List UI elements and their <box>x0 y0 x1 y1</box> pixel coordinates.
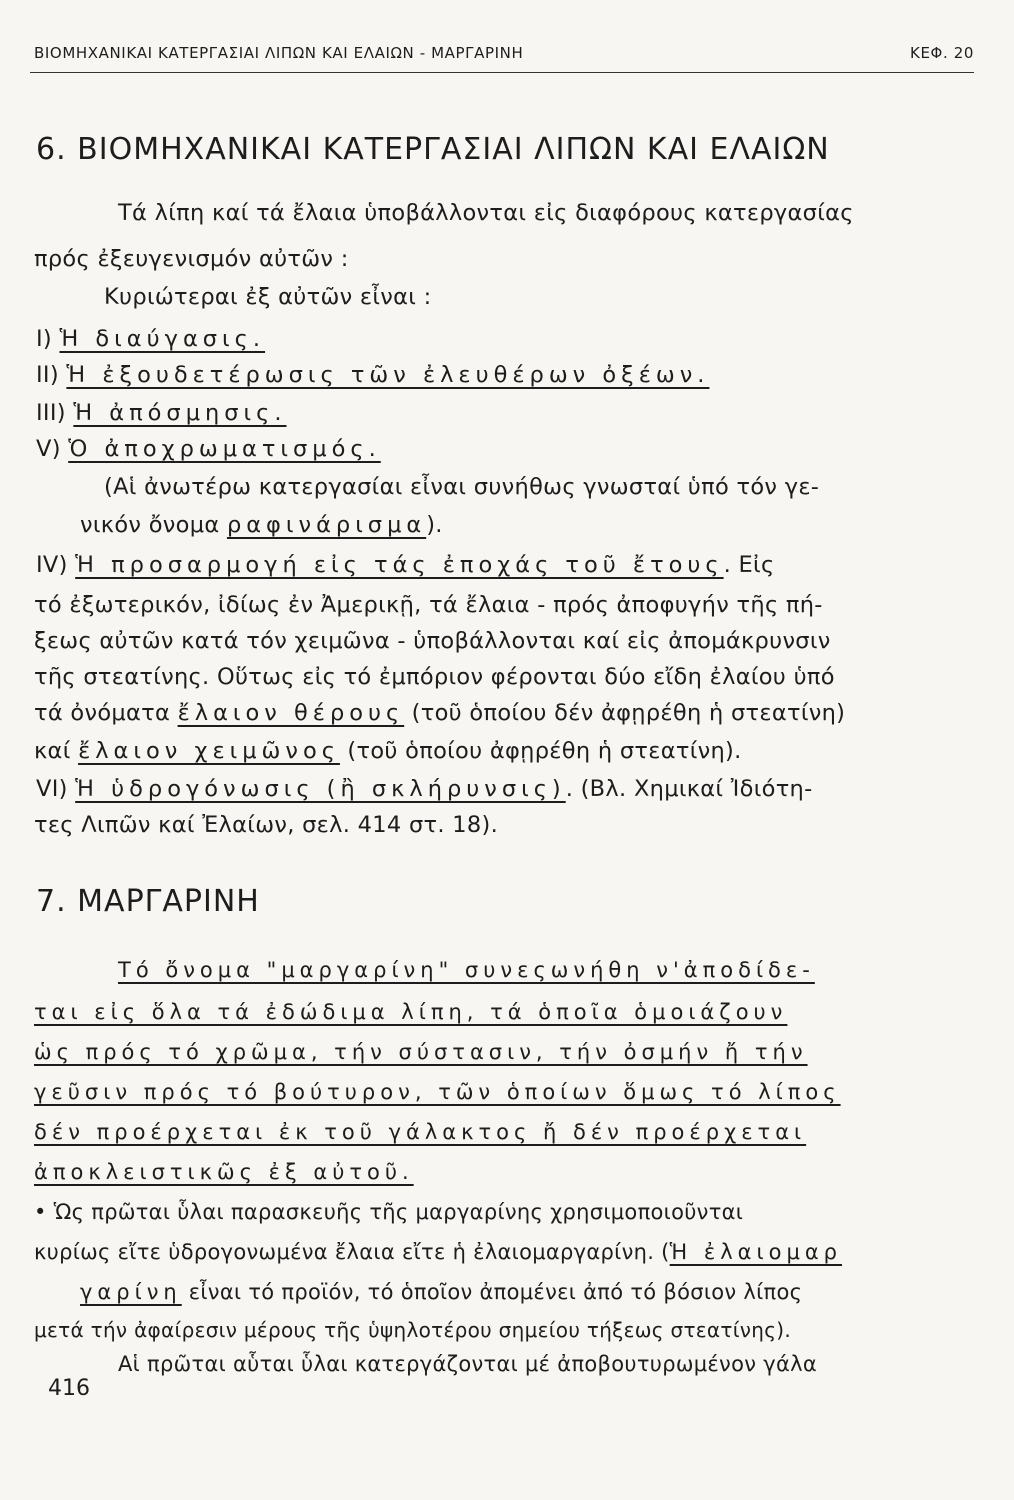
intro-line-2: πρός ἐξευγενισμόν αὐτῶν : <box>34 246 349 272</box>
list-item-4 <box>36 436 381 462</box>
text: καί <box>34 738 71 764</box>
list-number: II) <box>36 362 59 388</box>
list-text-tail: . Εἰς <box>723 552 775 578</box>
list-item-1 <box>36 326 265 352</box>
raw-material-line-3 <box>80 1280 802 1304</box>
list-text: Ὁ ἀποχρωματισμός. <box>68 436 381 462</box>
note-line-2 <box>80 512 443 538</box>
definition-line-5: δέν προέρχεται ἐκ τοῦ γάλακτος ἤ δέν προέρχεται <box>34 1120 807 1144</box>
list-number: I) <box>36 326 53 352</box>
list-number: VI) <box>36 776 68 802</box>
definition-line-3: ὡς πρός τό χρῶμα, τήν σύστασιν, τήν ὀσμήν ἤ τήν <box>34 1040 808 1064</box>
raw-material-line-4: μετά τήν ἀφαίρεσιν μέρους τῆς ὑψηλοτέρου σημείου τήξεως στεατίνης). <box>34 1318 792 1342</box>
term-oleomargarine-cont: γαρίνη <box>80 1280 182 1304</box>
page-number: 416 <box>48 1376 90 1401</box>
raw-material-line-5: Αἱ πρῶται αὗται ὗλαι κατεργάζονται μέ ἀποβουτυρωμένον γάλα <box>118 1352 817 1376</box>
term-oleomargarine: Ἡ ἐλαιομαρ <box>669 1240 843 1264</box>
item5-line-4: τῆς στεατίνης. Οὕτως εἰς τό ἐμπόριον φέρονται δύο εἴδη ἐλαίου ὑπό <box>34 664 835 690</box>
list-text: Ἡ ἀπόσμησις. <box>73 400 287 426</box>
intro-line-3: Κυριώτεραι ἐξ αὐτῶν εἶναι : <box>104 284 432 310</box>
intro-line-1: Τά λίπη καί τά ἔλαια ὑποβάλλονται εἰς διαφόρους κατεργασίας <box>118 200 854 226</box>
item5-line-5 <box>34 700 845 726</box>
list-text: Ἡ προσαρμογή εἰς τάς ἐποχάς τοῦ ἔτους <box>75 552 724 578</box>
definition-line-1: Τό ὄνομα "μαργαρίνη" συνεςωνήθη ν'ἀποδίδε- <box>118 958 815 982</box>
note-text: νικόν ὄνομα <box>80 512 220 538</box>
list-number: IV) <box>36 552 68 578</box>
section-7-heading: 7. ΜΑΡΓΑΡΙΝΗ <box>36 884 260 919</box>
text: (τοῦ ὁποίου ἀφῃρέθη ἡ στεατίνη). <box>347 738 742 764</box>
list-item-6 <box>36 776 813 802</box>
list-number: V) <box>36 436 61 462</box>
running-title: ΒΙΟΜΗΧΑΝΙΚΑΙ ΚΑΤΕΡΓΑΣΙΑΙ ΛΙΠΩΝ ΚΑΙ ΕΛΑΙΩΝ - ΜΑΡΓΑΡΙΝΗ <box>34 44 524 62</box>
list-number: III) <box>36 400 66 426</box>
definition-line-4: γεῦσιν πρός τό βούτυρον, τῶν ὁποίων ὅμως τό λίπος <box>34 1080 841 1104</box>
item5-line-3: ξεως αὐτῶν κατά τόν χειμῶνα - ὑποβάλλονται καί εἰς ἀπομάκρυνσιν <box>34 628 831 654</box>
item5-line-6 <box>34 738 742 764</box>
note-close: ). <box>426 512 443 538</box>
note-line-1: (Αἱ ἀνωτέρω κατεργασίαι εἶναι συνήθως γνωσταί ὑπό τόν γε- <box>104 474 820 500</box>
definition-line-2: ται εἰς ὅλα τά ἐδώδιμα λίπη, τά ὁποῖα ὁμοιάζουν <box>34 1000 788 1024</box>
list-item-5 <box>36 552 774 578</box>
term-winter-oil: ἔλαιον χειμῶνος <box>78 738 340 764</box>
term-summer-oil: ἔλαιον θέρους <box>177 700 405 726</box>
section-6-heading: 6. ΒΙΟΜΗΧΑΝΙΚΑΙ ΚΑΤΕΡΓΑΣΙΑΙ ΛΙΠΩΝ ΚΑΙ ΕΛΑΙΩΝ <box>36 132 830 167</box>
chapter-label: ΚΕΦ. 20 <box>910 44 974 62</box>
item5-line-2: τό ἐξωτερικόν, ἰδίως ἐν Ἀμερικῇ, τά ἔλαια - πρός ἀποφυγήν τῆς πή- <box>34 592 823 618</box>
definition-line-6: ἀποκλειστικῶς ἐξ αὐτοῦ. <box>34 1160 414 1184</box>
item6-line-2: τες Λιπῶν καί Ἐλαίων, σελ. 414 στ. 18). <box>34 812 499 838</box>
list-item-2 <box>36 362 709 388</box>
note-term: ραφινάρισμα <box>226 512 427 538</box>
list-text: Ἡ ἐξουδετέρωσις τῶν ἐλευθέρων ὀξέων. <box>66 362 710 388</box>
header-rule <box>30 72 974 73</box>
text: (τοῦ ὁποίου δέν ἀφῃρέθη ἡ στεατίνη) <box>411 700 846 726</box>
text: τά ὀνόματα <box>34 700 171 726</box>
raw-material-line-2 <box>34 1240 842 1264</box>
list-item-3 <box>36 400 287 426</box>
text: κυρίως εἴτε ὑδρογονωμένα ἔλαια εἴτε ἡ ἐλαιομαργαρίνη. ( <box>34 1240 670 1264</box>
text: εἶναι τό προϊόν, τό ὁποῖον ἀπομένει ἀπό τό βόσιον λίπος <box>181 1280 803 1304</box>
list-text-tail: . (Βλ. Χημικαί Ἰδιότη- <box>565 776 813 802</box>
raw-material-line-1: • Ὡς πρῶται ὗλαι παρασκευῆς τῆς μαργαρίνης χρησιμοποιοῦνται <box>34 1200 744 1224</box>
list-text: Ἡ διαύγασις. <box>59 326 266 352</box>
list-text: Ἡ ὑδρογόνωσις (ἢ σκλήρυνσις) <box>75 776 566 802</box>
